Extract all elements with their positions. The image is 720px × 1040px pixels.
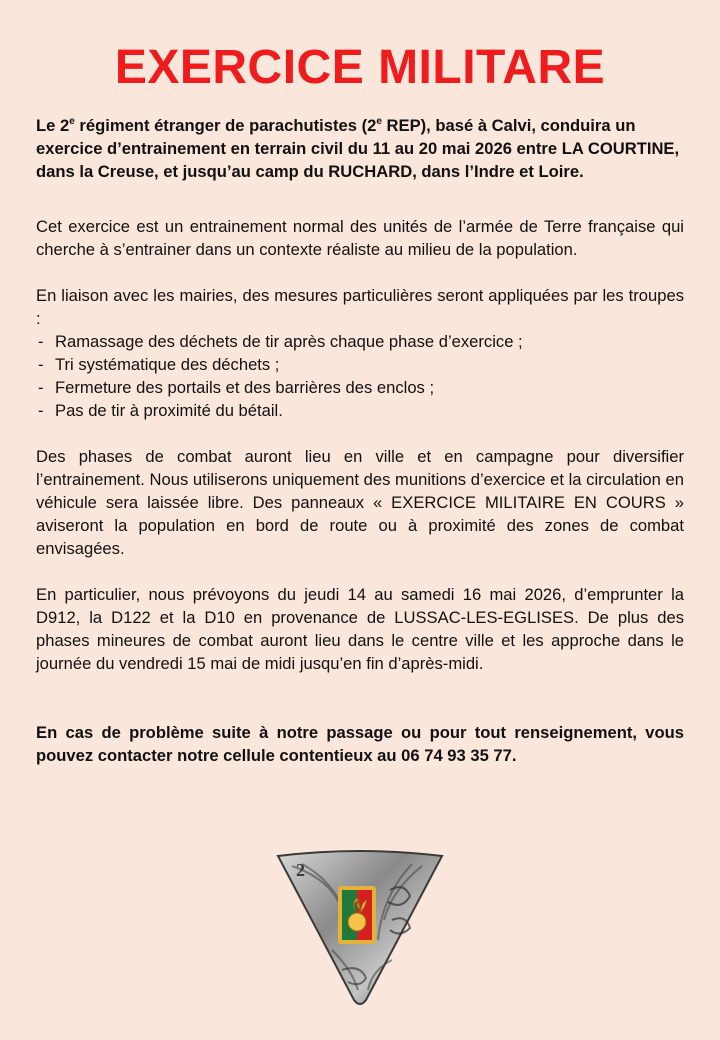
list-item: - Ramassage des déchets de tir après chaque phase d’exercice ; [36, 330, 684, 353]
intro-paragraph [36, 114, 684, 183]
ordinal-superscript: e [376, 116, 382, 127]
schedule-paragraph: En particulier, nous prévoyons du jeudi 14 au samedi 16 mai 2026, d’emprunter la D912, la D122 et la D10 en provenance de LUSSAC-LES-EGLISES. De plus des phases mineures de combat auront lieu dans le centre ville et les approche dans le journée du vendredi 15 mai de midi jusqu’en fin d’après-midi. [36, 585, 684, 673]
page-title: EXERCICE MILITARE [114, 41, 606, 94]
list-item: - Tri systématique des déchets ; [36, 353, 684, 376]
intro-text-1: Le 2 [36, 116, 70, 135]
measures-intro: En liaison avec les mairies, des mesures particulières seront appliquées par les troupes : [36, 286, 684, 328]
measures-list [36, 330, 684, 422]
purpose-paragraph: Cet exercice est un entrainement normal des unités de l’armée de Terre française qui cherche à s’entrainer dans un contexte réaliste au milieu de la population. [36, 217, 684, 259]
list-item: - Pas de tir à proximité du bétail. [36, 399, 684, 422]
regiment-insignia-emblem [272, 850, 448, 1006]
emblem-number: 2 [296, 860, 305, 880]
contact-paragraph: En cas de problème suite à notre passage ou pour tout renseignement, vous pouvez contacter notre cellule contentieux au 06 74 93 35 77. [36, 723, 684, 765]
document-body [36, 114, 684, 767]
list-item: - Fermeture des portails et des barrières des enclos ; [36, 376, 684, 399]
intro-text-3: REP), basé à Calvi, conduira un exercice d’entrainement en terrain civil du 11 au 20 mai 2026 entre LA COURTINE, dans la Creuse, et jusqu’au camp du RUCHARD, dans l’Indre et Loire. [36, 116, 680, 181]
ordinal-superscript: e [69, 116, 75, 127]
intro-text-2: régiment étranger de parachutistes (2 [74, 116, 377, 135]
combat-phases-paragraph: Des phases de combat auront lieu en ville et en campagne pour diversifier l’entrainement. Nous utiliserons uniquement des munitions d’exercice et la circulation en véhicule sera laissée libre. Des panneaux « EXERCICE MILITAIRE EN COURS » aviseront la population en bord de route ou à proximité des zones de combat envisagées. [36, 447, 684, 558]
